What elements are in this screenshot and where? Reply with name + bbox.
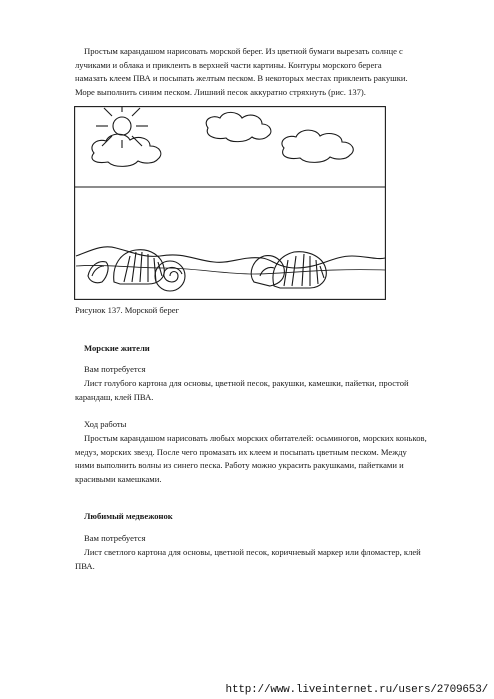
sun-icon — [96, 107, 148, 148]
intro-paragraph — [75, 45, 427, 100]
intro-line-2: лучиками и облака и приклеить в верхней части картины. Контуры морского берега — [75, 59, 382, 70]
intro-line-3: намазать клеем ПВА и посыпать желтым песком. В некоторых местах приклеить ракушки. — [75, 73, 408, 84]
intro-line-4: Море выполнить синим песком. Лишний песок аккуратно стряхнуть (рис. 137). — [75, 87, 366, 98]
shell-icon — [155, 261, 185, 291]
materials-text: Лист голубого картона для основы, цветной песок, ракушки, камешки, пайетки, простой карандаш, клей ПВА. — [75, 378, 409, 402]
cloud-icon — [282, 130, 353, 162]
cloud-icon — [206, 112, 271, 141]
materials-text: Лист светлого картона для основы, цветной песок, коричневый маркер или фломастер, клей ПВА. — [75, 547, 421, 571]
materials-label: Вам потребуется — [84, 533, 146, 543]
section-title-sea-creatures: Морские жители — [84, 343, 150, 353]
watermark-url: http://www.liveinternet.ru/users/2709653/ — [225, 684, 488, 696]
materials-label: Вам потребуется — [84, 364, 146, 374]
shell-icon — [88, 262, 108, 283]
section-title-bear: Любимый медвежонок — [84, 511, 173, 521]
intro-line-1: Простым карандашом нарисовать морской берег. Из цветной бумаги вырезать солнце с — [84, 46, 403, 56]
procedure-label: Ход работы — [84, 419, 127, 429]
seashore-illustration — [74, 106, 386, 300]
figure-caption: Рисунок 137. Морской берег — [75, 305, 180, 315]
cloud-icon — [92, 134, 161, 166]
shell-icon — [273, 252, 326, 288]
shoreline-back — [76, 265, 385, 274]
procedure-text: Простым карандашом нарисовать любых морских обитателей: осьминогов, морских коньков, медуз, морских звезд. После чего промазать их клеем и посыпать цветным песком. Между ними выполнить волны из синего песка. Работу можно украсить ракушками, пайетками и красивыми камешками. — [75, 433, 427, 485]
shoreline — [76, 247, 385, 268]
